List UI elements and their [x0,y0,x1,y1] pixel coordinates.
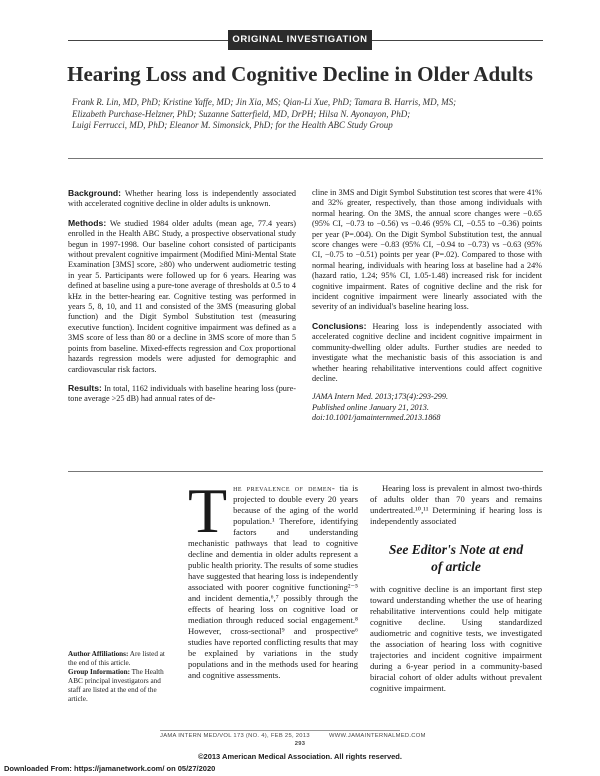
author-list [72,97,542,132]
intro-text: tia is projected to double every 20 years because of the aging of the world population.¹ Therefore, identifying factors and understanding mechanistic pathways that lead to cognitive decline and dementia in older adults represent a public health priority. The results of some studies have suggested that hearing loss is independently associated with poorer cognitive functioning²⁻⁵ and incident dementia,⁶,⁷ possibly through the effects of hearing loss on cognitive load or mediation through reduced social engagement.⁸ However, cross-sectional⁹ and prospective⁶ studies have reported conflicting results that may be explained by variations in the study populations and in the methods used for hearing and cognitive assessments. [188,483,358,680]
body-paragraph-2-continued: with cognitive decline is an important first step toward understanding whether the use of hearing rehabilitative interventions could help mitigate cognitive decline. Using standardized audiometric and cognitive tests, we investigated the association of hearing loss with cognitive trajectories and incident cognitive impairment during a 6-year period in a community-based biracial cohort of older adults without prevalent cognitive impairment. [370,584,542,693]
author-line: Elizabeth Purchase-Helzner, PhD; Suzanne Satterfield, MD, DrPH; Hilsa N. Ayonayon, PhD; [72,108,411,119]
body-column-2 [370,483,542,527]
citation-block [312,392,542,423]
abstract-divider [68,471,543,472]
author-affiliations-heading: Author Affiliations: [68,650,129,658]
section-rule-left [68,40,228,41]
group-information-heading: Group Information: [68,668,130,676]
author-line: Luigi Ferrucci, MD, PhD; Eleanor M. Simonsick, PhD; for the Health ABC Study Group [72,120,393,130]
group-information-text: The Health ABC principal investigators and staff are listed at the end of the article. [68,668,164,703]
results-continued: cline in 3MS and Digit Symbol Substitution test scores that were 41% and 32% greater, respectively, than those among individuals with normal hearing. On the 3MS, the annual score changes were −0.65 (95% CI, −0.73 to −0.56) vs −0.46 (95% CI, −0.55 to −0.36) points per year (P=.004). On the Digit Symbol Substitution test, the annual score changes were −0.83 (95% CI, −0.94 to −0.73) vs −0.63 (95% CI, −0.75 to −0.51) points per year (P=.02). Compared to those with normal hearing, individuals with hearing loss at baseline had a 24% (hazard ratio, 1.24; 95% CI, 1.05-1.48) increased risk for incident cognitive impairment. Rates of cognitive decline and the risk for incident cognitive impairment were linearly associated with the severity of an individual's baseline hearing loss. [312,188,542,312]
abstract-left-column [68,188,296,413]
body-column-2-continued [370,584,542,694]
article-title: Hearing Loss and Cognitive Decline in Older Adults [67,62,533,86]
citation-published: Published online January 21, 2013. [312,402,429,412]
background-text: Whether hearing loss is independently associated with accelerated cognitive decline in older adults is unknown. [68,189,296,209]
body-column-1 [188,475,358,681]
affiliations-sidebar [68,650,166,704]
background-heading: Background: [68,188,121,198]
author-affiliations [68,650,166,668]
copyright-notice: ©2013 American Medical Association. All rights reserved. [198,752,402,761]
editors-note: See Editor's Note at end of article [388,542,524,574]
results-heading: Results: [68,382,102,393]
section-label: ORIGINAL INVESTIGATION [228,30,372,50]
methods-heading: Methods: [68,217,107,228]
methods-text: We studied 1984 older adults (mean age, 77.4 years) enrolled in the Health ABC Study, a prospective observational study begun in 1997-1998. Our baseline cohort consisted of participants without prevalent cognitive impairment (Modified Mini-Mental State Examination [3MS] score, ≥80) who underwent audiometric testing in year 5. Participants were followed up for 6 years. Hearing was defined at baseline using a pure-tone average of thresholds at 0.5 to 4 kHz in the better-hearing ear. Cognitive testing was performed in years 5, 8, 10, and 11 and consisted of the 3MS (measuring global function) and the Digit Symbol Substitution test (measuring executive function). Incident cognitive impairment was defined as a 3MS score of less than 80 or a decline in 3MS score of more than 5 points from baseline. Mixed-effects regression and Cox proportional hazards regression models were adjusted for demographic and cardiovascular risk factors. [68,218,296,374]
author-affiliations-text: Are listed at the end of this article. [68,650,165,667]
results-text-start: In total, 1162 individuals with baseline hearing loss (pure-tone average >25 dB) had annual rates of de- [68,383,296,404]
intro-lead: he prevalence of demen- [233,483,336,493]
author-line: Frank R. Lin, MD, PhD; Kristine Yaffe, MD; Jin Xia, MS; Qian-Li Xue, PhD; Tamara B. Harris, MD, MS; [72,97,457,107]
citation-doi: doi:10.1001/jamainternmed.2013.1868 [312,413,441,423]
abstract-methods [68,218,296,375]
conclusions-heading: Conclusions: [312,320,367,331]
drop-cap: T [188,475,228,546]
intro-paragraph [188,475,358,681]
footer-divider [160,730,400,731]
section-rule-right [372,40,543,41]
header-divider [68,158,543,159]
page-number: 293 [294,741,306,747]
abstract-conclusions [312,321,542,384]
citation-journal: JAMA Intern Med. 2013;173(4):293-299. [312,392,449,402]
body-paragraph-2: Hearing loss is prevalent in almost two-thirds of adults older than 70 years and remains undertreated.¹⁰,¹¹ Determining if hearing loss is independently associated [370,483,542,526]
group-information [68,668,166,704]
abstract-right-column [312,188,542,432]
abstract-results [68,383,296,405]
abstract-background [68,188,296,210]
running-footer: JAMA INTERN MED/VOL 173 (NO. 4), FEB 25, 2013 WWW.JAMAINTERNALMED.COM [160,733,426,739]
download-notice: Downloaded From: https://jamanetwork.com/ on 05/27/2020 [4,764,216,773]
conclusions-text: Hearing loss is independently associated with accelerated cognitive decline and incident cognitive impairment in community-dwelling older adults. Further studies are needed to investigate what the mechanistic basis of this association is and whether hearing rehabilitative interventions could affect cognitive decline. [312,321,543,383]
